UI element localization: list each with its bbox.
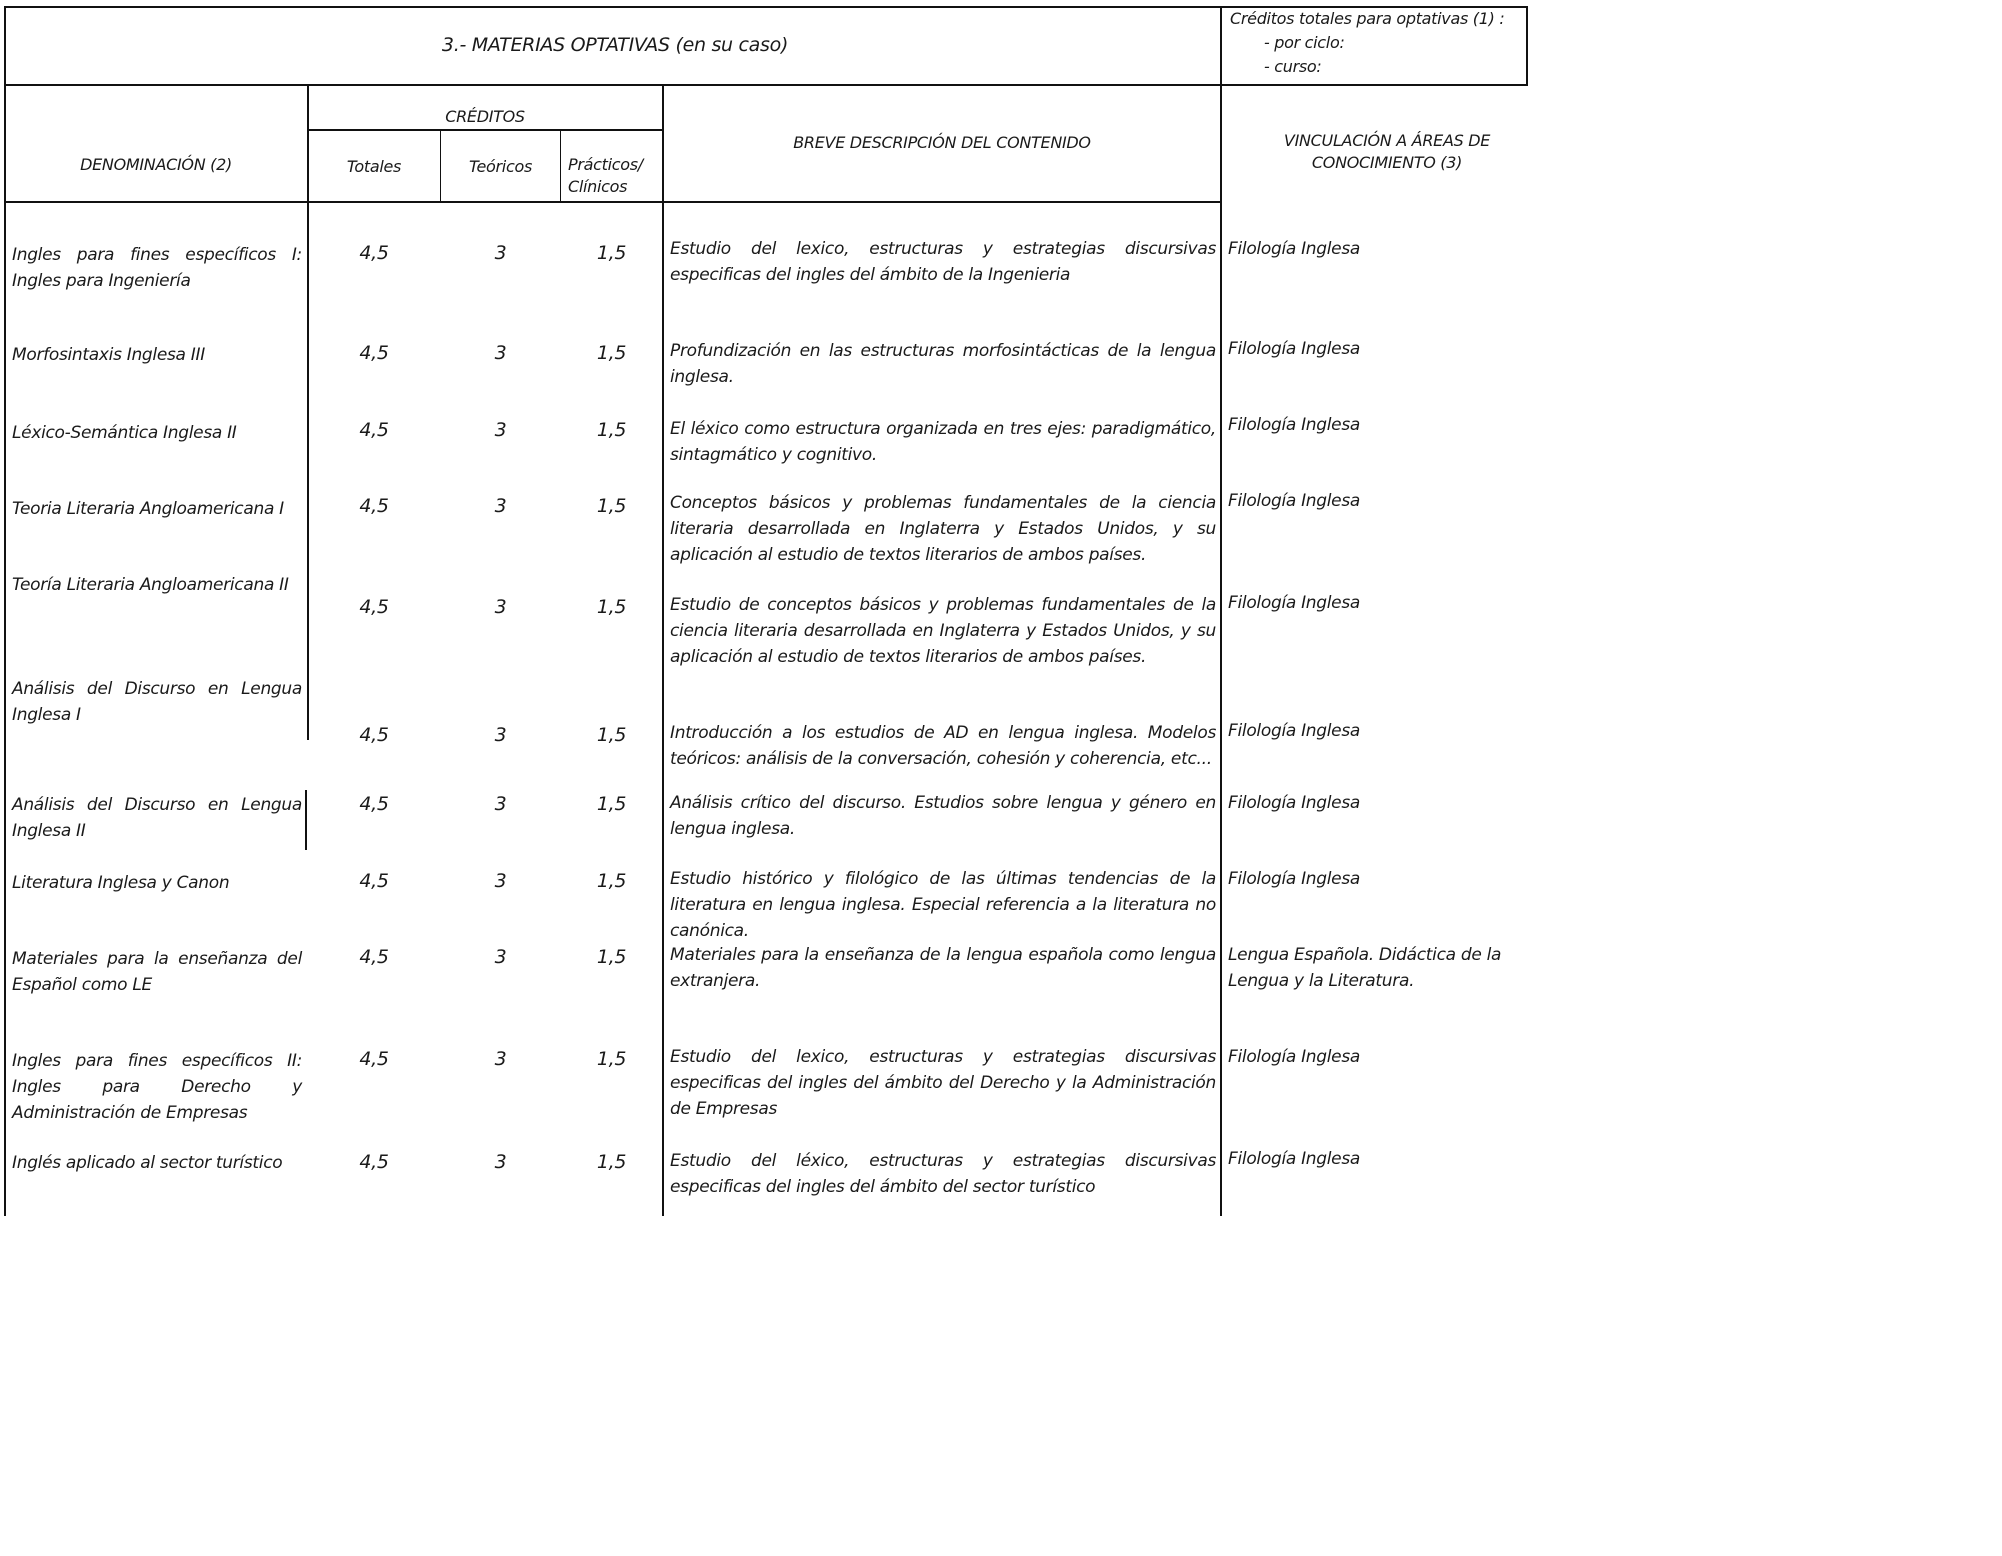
col-header-descripcion: BREVE DESCRIPCIÓN DEL CONTENIDO [793, 133, 1091, 152]
content-description: Estudio histórico y filológico de las últimas tendencias de la literatura en lengua inglesa. Especial referencia a la literatura no canónica. [670, 869, 1216, 941]
knowledge-area: Filología Inglesa [1228, 239, 1361, 259]
content-description: Materiales para la enseñanza de la lengua española como lengua extranjera. [670, 945, 1216, 991]
subject-name: Materiales para la enseñanza del Español como LE [12, 949, 302, 995]
col-sep-denominacion [307, 86, 309, 740]
knowledge-area: Filología Inglesa [1228, 491, 1361, 511]
subject-name: Morfosintaxis Inglesa III [12, 345, 205, 365]
content-description: Estudio del lexico, estructuras y estrategias discursivas especificas del ingles del ámbito de la Ingenieria [670, 239, 1216, 285]
content-description: Introducción a los estudios de AD en lengua inglesa. Modelos teóricos: análisis de la conversación, cohesión y coherencia, etc... [670, 723, 1216, 769]
credits-practicos: 1,5 [596, 342, 627, 364]
credits-practicos: 1,5 [596, 242, 627, 264]
col-header-practicos: Prácticos/ [568, 155, 643, 174]
subject-name: Teoría Literaria Angloamericana II [12, 575, 289, 595]
border-right-header [1526, 6, 1528, 86]
credits-teoricos: 3 [494, 793, 507, 815]
content-description: Análisis crítico del discurso. Estudios sobre lengua y género en lengua inglesa. [670, 793, 1216, 839]
knowledge-area: Filología Inglesa [1228, 1149, 1361, 1169]
credits-totales: 4,5 [359, 596, 389, 618]
content-description: El léxico como estructura organizada en tres ejes: paradigmático, sintagmático y cognitivo. [670, 419, 1216, 465]
credits-totales: 4,5 [359, 946, 389, 968]
subject-name: Análisis del Discurso en Lengua Inglesa II [12, 795, 302, 841]
col-header-vinculacion: VINCULACIÓN A ÁREAS DE [1283, 131, 1491, 150]
credits-practicos: 1,5 [596, 596, 627, 618]
subject-name: Literatura Inglesa y Canon [12, 873, 230, 893]
header-title-separator [1220, 6, 1222, 86]
col-header-denominacion: DENOMINACIÓN (2) [80, 155, 232, 174]
knowledge-area: Filología Inglesa [1228, 793, 1361, 813]
content-description: Estudio del lexico, estructuras y estrategias discursivas especificas del ingles del ámbito del Derecho y la Administración de Empresas [670, 1047, 1216, 1119]
credits-curso: - curso: [1264, 57, 1322, 76]
credits-total-label: Créditos totales para optativas (1) : [1230, 9, 1505, 28]
col-sep-denominacion-lower [305, 790, 307, 850]
col-header-totales: Totales [346, 157, 402, 176]
credits-totales: 4,5 [359, 724, 389, 746]
content-description: Conceptos básicos y problemas fundamentales de la ciencia literaria desarrollada en Inglaterra y Estados Unidos, y su aplicación al estudio de textos literarios de ambos países. [670, 493, 1216, 565]
credits-totales: 4,5 [359, 342, 389, 364]
col-header-clinicos: Clínicos [568, 177, 628, 196]
credits-teoricos: 3 [494, 1048, 507, 1070]
credits-practicos: 1,5 [596, 946, 627, 968]
credits-teoricos: 3 [494, 419, 507, 441]
border-left [4, 6, 6, 1216]
col-sep-creditos [662, 86, 664, 1216]
subject-name: Inglés aplicado al sector turístico [12, 1153, 283, 1173]
subject-name: Léxico-Semántica Inglesa II [12, 423, 237, 443]
credits-practicos: 1,5 [596, 724, 627, 746]
column-header-bottom [4, 201, 1222, 203]
credits-totales: 4,5 [359, 495, 389, 517]
credits-teoricos: 3 [494, 242, 507, 264]
credits-teoricos: 3 [494, 342, 507, 364]
col-sep-descripcion [1220, 86, 1222, 1216]
credits-totales: 4,5 [359, 1151, 389, 1173]
content-description: Estudio de conceptos básicos y problemas fundamentales de la ciencia literaria desarrollada en Inglaterra y Estados Unidos, y su aplicación al estudio de textos literarios de ambos países. [670, 595, 1216, 667]
credits-practicos: 1,5 [596, 1048, 627, 1070]
col-header-conocimiento: CONOCIMIENTO (3) [1311, 153, 1463, 172]
page-title: 3.- MATERIAS OPTATIVAS (en su caso) [441, 34, 789, 56]
col-header-creditos: CRÉDITOS [445, 107, 525, 126]
credits-teoricos: 3 [494, 946, 507, 968]
credits-por-ciclo: - por ciclo: [1264, 33, 1345, 52]
knowledge-area: Filología Inglesa [1228, 721, 1361, 741]
content-description: Estudio del léxico, estructuras y estrategias discursivas especificas del ingles del ámbito del sector turístico [670, 1151, 1216, 1197]
credits-teoricos: 3 [494, 870, 507, 892]
knowledge-area: Filología Inglesa [1228, 415, 1361, 435]
credits-practicos: 1,5 [596, 793, 627, 815]
credits-teoricos: 3 [494, 596, 507, 618]
knowledge-area: Filología Inglesa [1228, 1047, 1361, 1067]
content-description: Profundización en las estructuras morfosintácticas de la lengua inglesa. [670, 341, 1216, 387]
credits-teoricos: 3 [494, 495, 507, 517]
credits-teoricos: 3 [494, 1151, 507, 1173]
knowledge-area: Lengua Española. Didáctica de la Lengua y la Literatura. [1228, 945, 1502, 991]
col-sep-teoricos [560, 130, 561, 203]
credits-totales: 4,5 [359, 870, 389, 892]
subject-name: Teoria Literaria Angloamericana I [12, 499, 284, 519]
header-divider [4, 84, 1528, 86]
credits-totales: 4,5 [359, 419, 389, 441]
knowledge-area: Filología Inglesa [1228, 593, 1361, 613]
credits-totales: 4,5 [359, 793, 389, 815]
credits-practicos: 1,5 [596, 419, 627, 441]
credits-totales: 4,5 [359, 242, 389, 264]
credits-practicos: 1,5 [596, 1151, 627, 1173]
subject-name: Ingles para fines específicos I: Ingles para Ingeniería [12, 245, 302, 291]
knowledge-area: Filología Inglesa [1228, 339, 1361, 359]
subject-name: Ingles para fines específicos II: Ingles para Derecho y Administración de Empresas [12, 1051, 302, 1123]
col-header-teoricos: Teóricos [469, 157, 532, 176]
subject-name: Análisis del Discurso en Lengua Inglesa I [12, 679, 302, 725]
knowledge-area: Filología Inglesa [1228, 869, 1361, 889]
credits-practicos: 1,5 [596, 870, 627, 892]
credits-teoricos: 3 [494, 724, 507, 746]
credits-totales: 4,5 [359, 1048, 389, 1070]
credits-practicos: 1,5 [596, 495, 627, 517]
